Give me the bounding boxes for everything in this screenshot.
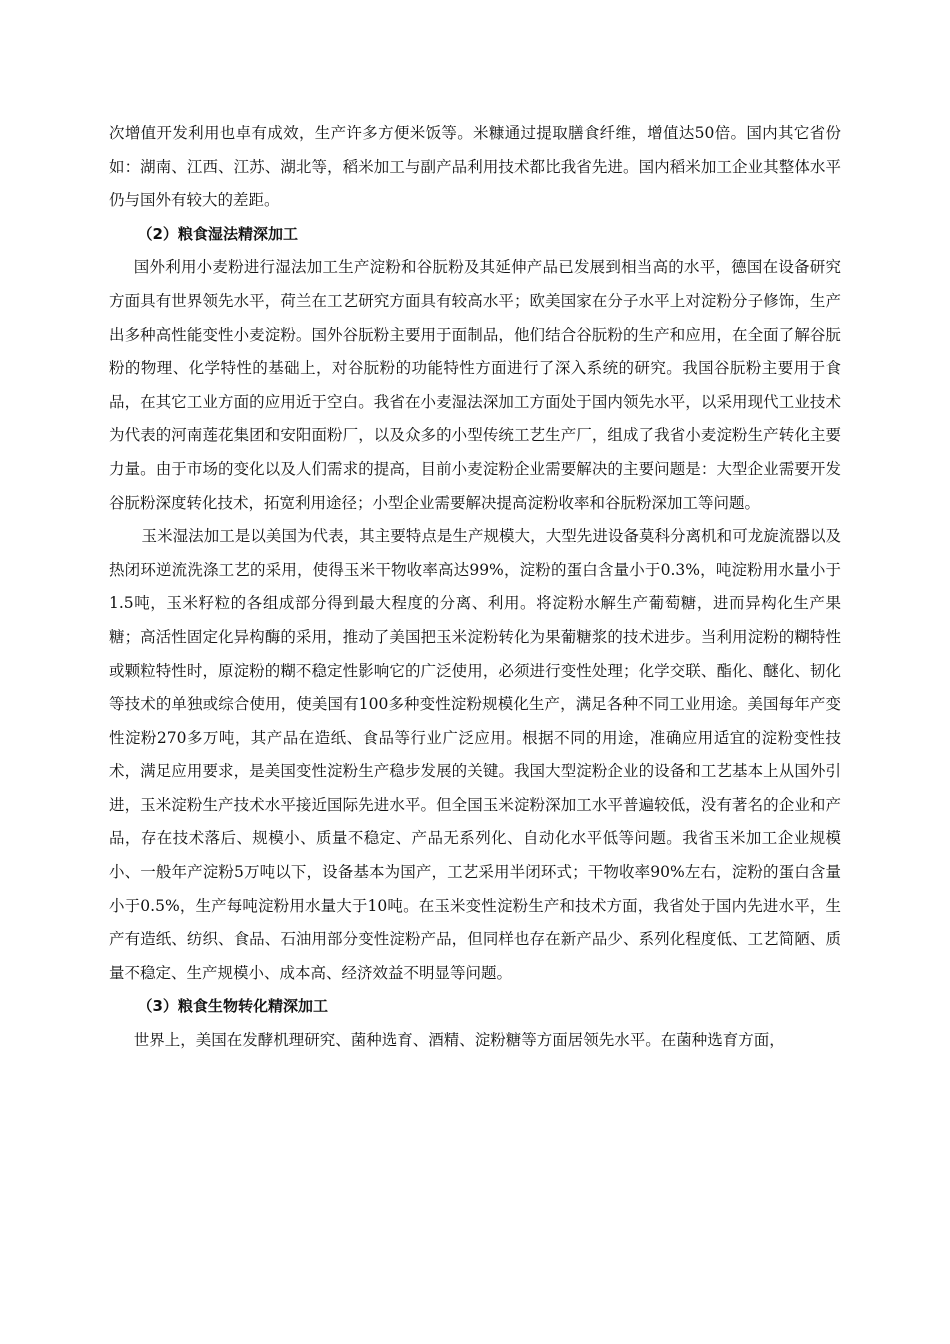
paragraph-wheat-wet-processing: 国外利用小麦粉进行湿法加工生产淀粉和谷朊粉及其延伸产品已发展到相当高的水平，德国在设备研究方面具有世界领先水平，荷兰在工艺研究方面具有较高水平；欧美国家在分子水平上对淀粉分子修饰，生产出多种高性能变性小麦淀粉。国外谷朊粉主要用于面制品，他们结合谷朊粉的生产和应用，在全面了解谷朊粉的物理、化学特性的基础上，对谷朊粉的功能特性方面进行了深入系统的研究。我国谷朊粉主要用于食品，在其它工业方面的应用近于空白。我省在小麦湿法深加工方面处于国内领先水平，以采用现代工业技术为代表的河南莲花集团和安阳面粉厂，以及众多的小型传统工艺生产厂，组成了我省小麦淀粉生产转化主要力量。由于市场的变化以及人们需求的提高，目前小麦淀粉企业需要解决的主要问题是：大型企业需要开发谷朊粉深度转化技术，拓宽利用途径；小型企业需要解决提高淀粉收率和谷朊粉深加工等问题。 (109, 258, 841, 512)
paragraph-rice-processing-continued: 次增值开发利用也卓有成效，生产许多方便米饭等。米糠通过提取膳食纤维，增值达50倍。国内其它省份如：湖南、江西、江苏、湖北等，稻米加工与副产品利用技术都比我省先进。国内稻米加工企业其整体水平仍与国外有较大的差距。 (109, 124, 841, 210)
paragraph-corn-wet-processing: 玉米湿法加工是以美国为代表，其主要特点是生产规模大，大型先进设备莫科分离机和可龙旋流器以及热闭环逆流洗涤工艺的采用，使得玉米干物收率高达99%，淀粉的蛋白含量小于0.3%，吨淀粉用水量小于1.5吨，玉米籽粒的各组成部分得到最大程度的分离、利用。将淀粉水解生产葡萄糖，进而异构化生产果糖；高活性固定化异构酶的采用，推动了美国把玉米淀粉转化为果葡糖浆的技术进步。当利用淀粉的糊特性或颗粒特性时，原淀粉的糊不稳定性影响它的广泛使用，必须进行变性处理；化学交联、酯化、醚化、韧化等技术的单独或综合使用，使美国有100多种变性淀粉规模化生产，满足各种不同工业用途。美国每年产变性淀粉270多万吨，其产品在造纸、食品等行业广泛应用。根据不同的用途，准确应用适宜的淀粉变性技术，满足应用要求，是美国变性淀粉生产稳步发展的关键。我国大型淀粉企业的设备和工艺基本上从国外引进，玉米淀粉生产技术水平接近国际先进水平。但全国玉米淀粉深加工水平普遍较低，没有著名的企业和产品，存在技术落后、规模小、质量不稳定、产品无系列化、自动化水平低等问题。我省玉米加工企业规模小、一般年产淀粉5万吨以下，设备基本为国产，工艺采用半闭环式；干物收率90%左右，淀粉的蛋白含量小于0.5%，生产每吨淀粉用水量大于10吨。在玉米变性淀粉生产和技术方面，我省处于国内先进水平，生产有造纸、纺织、食品、石油用部分变性淀粉产品，但同样也存在新产品少、系列化程度低、工艺简陋、质量不稳定、生产规模小、成本高、经济效益不明显等问题。 (109, 527, 841, 982)
section-heading-bioconversion: （3）粮食生物转化精深加工 (137, 997, 328, 1016)
section-heading-wet-processing: （2）粮食湿法精深加工 (137, 224, 298, 243)
document-body (109, 117, 841, 1058)
paragraph-bioconversion-intro: 世界上，美国在发酵机理研究、菌种选育、酒精、淀粉糖等方面居领先水平。在菌种选育方面， (133, 1031, 785, 1050)
